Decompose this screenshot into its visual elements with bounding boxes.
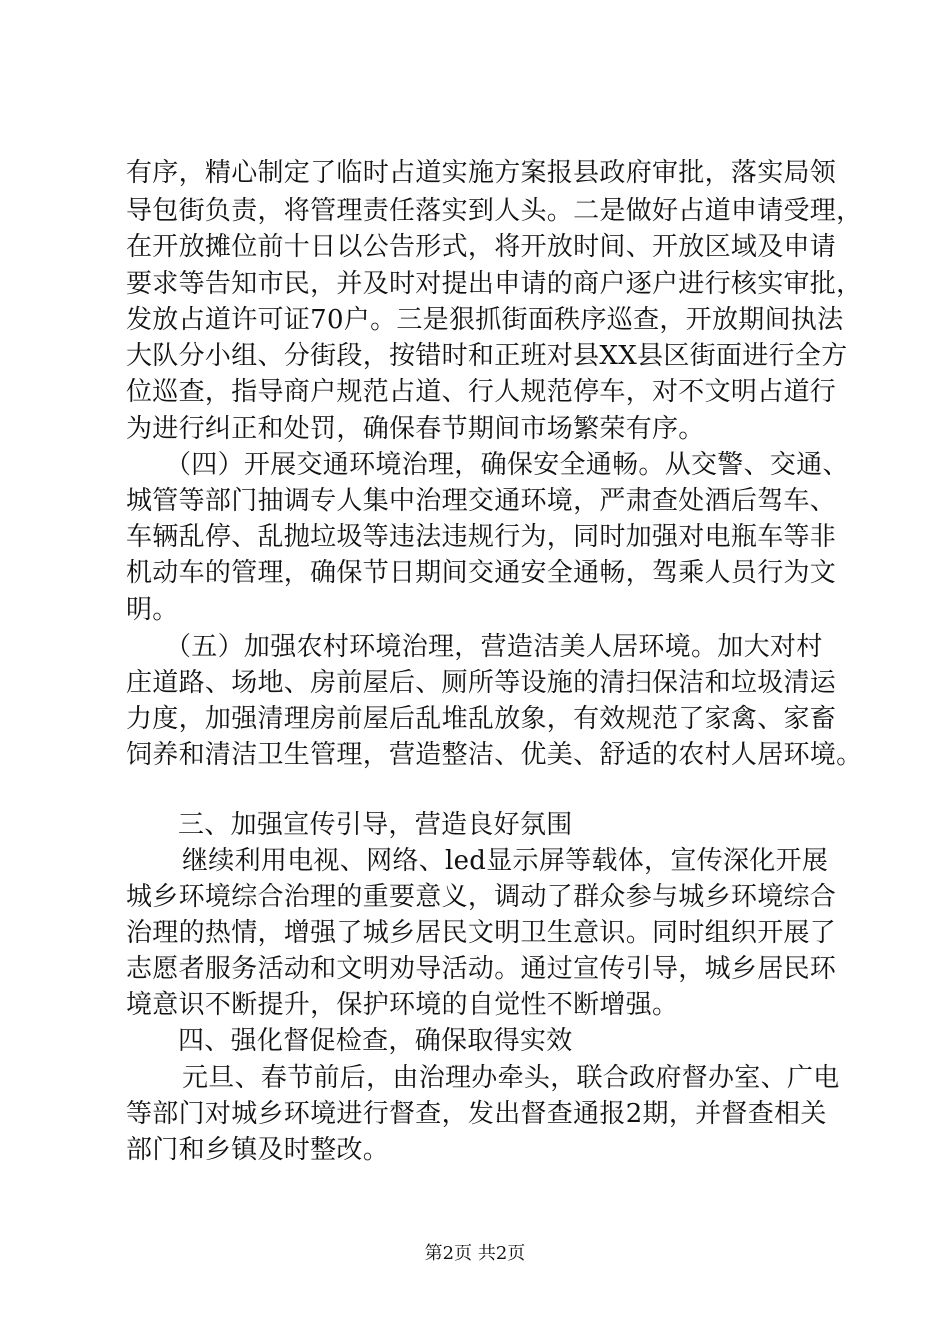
paragraph-line: 机动车的管理，确保节日期间交通安全通畅，驾乘人员行为文	[126, 558, 837, 588]
paragraph-line: 车辆乱停、乱抛垃圾等违法违规行为，同时加强对电瓶车等非	[126, 522, 837, 552]
section-four-heading-line: （四）开展交通环境治理，确保安全通畅。从交警、交通、	[165, 450, 849, 480]
paragraph-line: 城乡环境综合治理的重要意义，调动了群众参与城乡环境综合	[126, 882, 837, 912]
paragraph-line: 等部门对城乡环境进行督查，发出督查通报2期，并督查相关	[126, 1099, 827, 1129]
paragraph-line: 城管等部门抽调专人集中治理交通环境，严肃查处酒后驾车、	[126, 486, 837, 516]
paragraph-line: 部门和乡镇及时整改。	[126, 1135, 390, 1165]
paragraph-line: 力度，加强清理房前屋后乱堆乱放象，有效规范了家禽、家畜	[126, 704, 837, 734]
paragraph-line: 饲养和清洁卫生管理，营造整洁、优美、舒适的农村人居环境。	[126, 740, 863, 770]
paragraph-line: 大队分小组、分街段，按错时和正班对县XX县区街面进行全方	[126, 341, 848, 371]
paragraph-line: 志愿者服务活动和文明劝导活动。通过宣传引导，城乡居民环	[126, 954, 837, 984]
paragraph-line: 境意识不断提升，保护环境的自觉性不断增强。	[126, 990, 679, 1020]
paragraph-line: 要求等告知市民，并及时对提出申请的商户逐户进行核实审批，	[126, 269, 863, 299]
paragraph-line: 导包街负责，将管理责任落实到人头。二是做好占道申请受理，	[126, 196, 863, 226]
paragraph-line: 有序，精心制定了临时占道实施方案报县政府审批，落实局领	[126, 158, 837, 188]
paragraph-line: 明。	[126, 595, 179, 625]
page-footer: 第2页 共2页	[424, 1243, 526, 1264]
section-three-heading: 三、加强宣传引导，营造良好氛围	[178, 810, 573, 840]
paragraph-line: 位巡查，指导商户规范占道、行人规范停车，对不文明占道行	[126, 377, 837, 407]
paragraph-line: 发放占道许可证70户。三是狠抓街面秩序巡查，开放期间执法	[126, 305, 844, 335]
paragraph-line: 庄道路、场地、房前屋后、厕所等设施的清扫保洁和垃圾清运	[126, 668, 837, 698]
paragraph-line: 治理的热情，增强了城乡居民文明卫生意识。同时组织开展了	[126, 918, 837, 948]
section-five-heading-line: （五）加强农村环境治理，营造洁美人居环境。加大对村	[165, 632, 823, 662]
paragraph-line: 元旦、春节前后，由治理办牵头，联合政府督办室、广电	[182, 1063, 840, 1093]
paragraph-line: 为进行纠正和处罚，确保春节期间市场繁荣有序。	[126, 414, 705, 444]
paragraph-line: 继续利用电视、网络、led显示屏等载体，宣传深化开展	[182, 846, 829, 876]
paragraph-line: 在开放摊位前十日以公告形式，将开放时间、开放区域及申请	[126, 232, 837, 262]
section-four-heading: 四、强化督促检查，确保取得实效	[178, 1026, 573, 1056]
